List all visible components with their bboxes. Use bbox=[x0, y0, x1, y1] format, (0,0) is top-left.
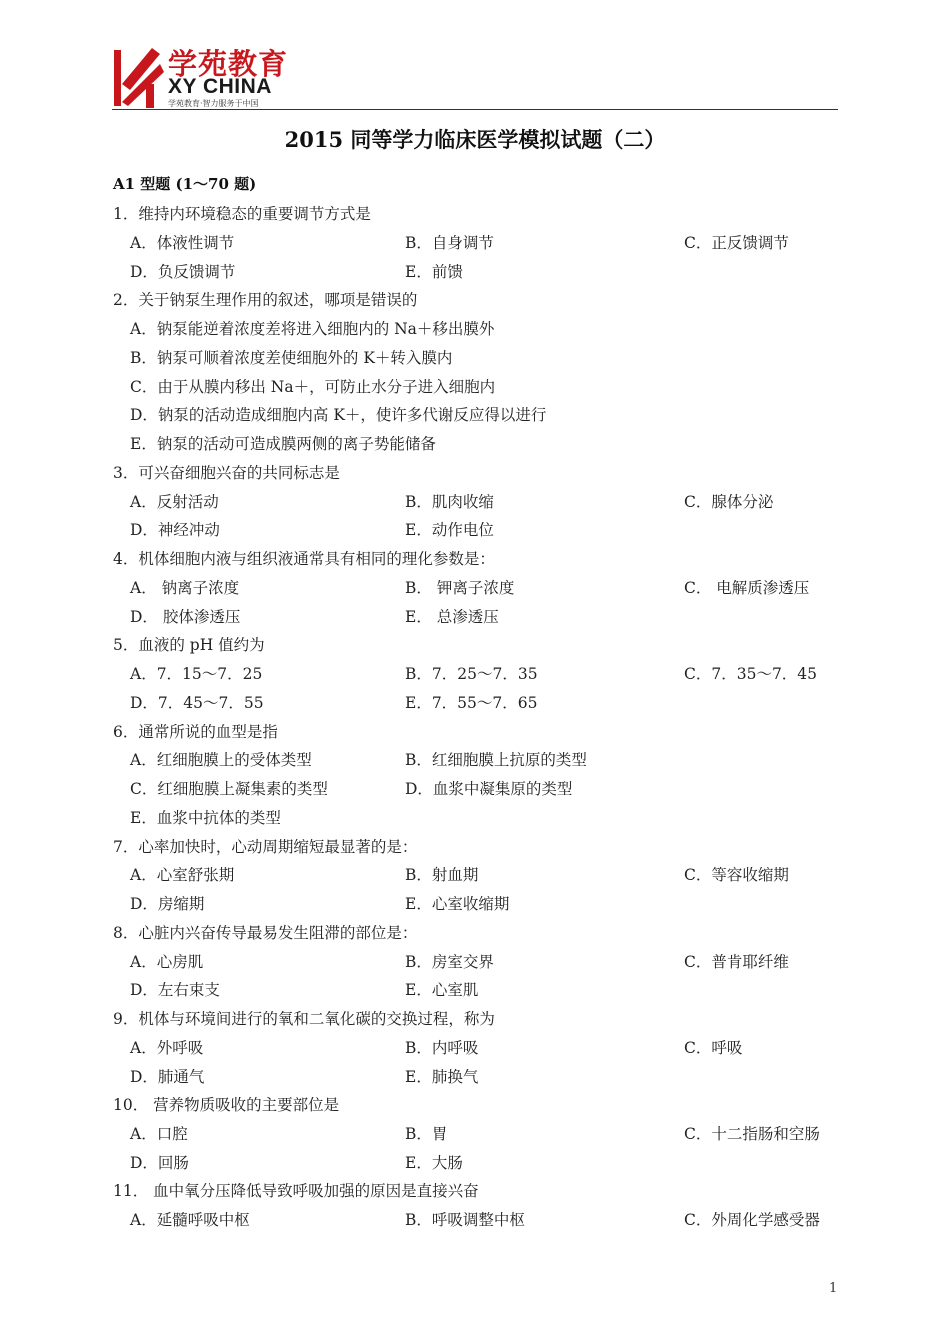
logo-icon bbox=[112, 44, 164, 110]
option: A．反射活动 bbox=[130, 493, 219, 511]
question-stem: 4．机体细胞内液与组织液通常具有相同的理化参数是： bbox=[113, 550, 495, 568]
option: B．肌肉收缩 bbox=[405, 493, 494, 511]
brand-name-en: XY CHINA bbox=[168, 75, 272, 98]
option: D． 胶体渗透压 bbox=[130, 608, 241, 626]
option: C．7．35～7．45 bbox=[684, 665, 818, 683]
option: B．钠泵可顺着浓度差使细胞外的 K＋转入膜内 bbox=[130, 349, 453, 367]
question-stem: 3．可兴奋细胞兴奋的共同标志是 bbox=[113, 464, 340, 482]
option: A．7．15～7．25 bbox=[130, 665, 263, 683]
page-title: 2015 同等学力临床医学模拟试题（二） bbox=[284, 127, 666, 152]
option: E．血浆中抗体的类型 bbox=[130, 809, 281, 827]
page-number: 1 bbox=[829, 1281, 838, 1296]
brand-name-cn: 学苑教育 bbox=[168, 47, 289, 81]
question-stem: 6．通常所说的血型是指 bbox=[113, 723, 278, 741]
option: E．肺换气 bbox=[405, 1068, 479, 1086]
option: C．呼吸 bbox=[684, 1039, 743, 1057]
question-stem: 10． 营养物质吸收的主要部位是 bbox=[113, 1096, 340, 1114]
option: C．正反馈调节 bbox=[684, 234, 789, 252]
option: B．房室交界 bbox=[405, 953, 494, 971]
option: E．钠泵的活动可造成膜两侧的离子势能储备 bbox=[130, 435, 436, 453]
option: E．大肠 bbox=[405, 1154, 463, 1172]
option: D．房缩期 bbox=[130, 895, 205, 913]
option: E．心室肌 bbox=[405, 981, 479, 999]
option: A．口腔 bbox=[130, 1125, 188, 1143]
option: C．腺体分泌 bbox=[684, 493, 774, 511]
option: B．射血期 bbox=[405, 866, 479, 884]
option: B．红细胞膜上抗原的类型 bbox=[405, 751, 587, 769]
option: D．神经冲动 bbox=[130, 521, 220, 539]
header-divider bbox=[112, 109, 838, 110]
option: B．自身调节 bbox=[405, 234, 494, 252]
option: A． 钠离子浓度 bbox=[130, 579, 240, 597]
question-stem: 9．机体与环境间进行的氧和二氧化碳的交换过程，称为 bbox=[113, 1010, 495, 1028]
question-stem: 1．维持内环境稳态的重要调节方式是 bbox=[113, 205, 371, 223]
question-stem: 8．心脏内兴奋传导最易发生阻滞的部位是： bbox=[113, 924, 418, 942]
option: B．内呼吸 bbox=[405, 1039, 479, 1057]
option: D．钠泵的活动造成细胞内高 K＋，使许多代谢反应得以进行 bbox=[130, 406, 547, 424]
brand-slogan: 学苑教育·智力服务于中国 bbox=[168, 99, 259, 108]
option: D．血浆中凝集原的类型 bbox=[405, 780, 573, 798]
page-header bbox=[112, 42, 838, 110]
option: A．外呼吸 bbox=[130, 1039, 204, 1057]
option: D．回肠 bbox=[130, 1154, 189, 1172]
option: B．7．25～7．35 bbox=[405, 665, 538, 683]
option: E． 总渗透压 bbox=[405, 608, 499, 626]
question-stem: 7．心率加快时，心动周期缩短最显著的是： bbox=[113, 838, 418, 856]
option: D．负反馈调节 bbox=[130, 263, 236, 281]
option: B． 钾离子浓度 bbox=[405, 579, 515, 597]
option: E．7．55～7．65 bbox=[405, 694, 538, 712]
option: C．外周化学感受器 bbox=[684, 1211, 820, 1229]
option: A．延髓呼吸中枢 bbox=[130, 1211, 250, 1229]
option: E．前馈 bbox=[405, 263, 463, 281]
option: A．心室舒张期 bbox=[130, 866, 235, 884]
section-heading: A1 型题 (1～70 题) bbox=[113, 175, 257, 193]
option: C．等容收缩期 bbox=[684, 866, 789, 884]
question-stem: 5．血液的 pH 值约为 bbox=[113, 636, 265, 654]
option: C．十二指肠和空肠 bbox=[684, 1125, 820, 1143]
option: B．呼吸调整中枢 bbox=[405, 1211, 525, 1229]
option: D．肺通气 bbox=[130, 1068, 205, 1086]
option: D．左右束支 bbox=[130, 981, 220, 999]
option: A．钠泵能逆着浓度差将进入细胞内的 Na＋移出膜外 bbox=[130, 320, 495, 338]
question-stem: 11． 血中氧分压降低导致呼吸加强的原因是直接兴奋 bbox=[113, 1182, 479, 1200]
option: E．心室收缩期 bbox=[405, 895, 510, 913]
option: C．普肯耶纤维 bbox=[684, 953, 789, 971]
option: A．红细胞膜上的受体类型 bbox=[130, 751, 312, 769]
option: C． 电解质渗透压 bbox=[684, 579, 810, 597]
option: C．红细胞膜上凝集素的类型 bbox=[130, 780, 328, 798]
option: E．动作电位 bbox=[405, 521, 494, 539]
option: A．心房肌 bbox=[130, 953, 204, 971]
option: A．体液性调节 bbox=[130, 234, 235, 252]
question-stem: 2．关于钠泵生理作用的叙述，哪项是错误的 bbox=[113, 291, 418, 309]
option: C．由于从膜内移出 Na＋，可防止水分子进入细胞内 bbox=[130, 378, 496, 396]
option: D．7．45～7．55 bbox=[130, 694, 264, 712]
option: B．胃 bbox=[405, 1125, 448, 1143]
